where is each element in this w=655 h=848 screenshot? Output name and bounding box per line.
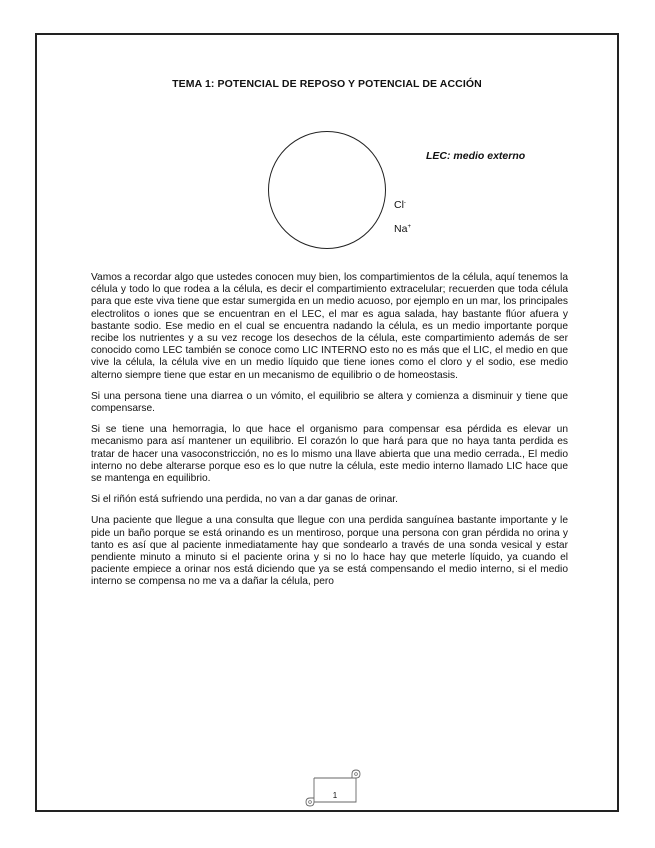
ion-symbol: Cl [394,199,404,211]
ion-symbol: Na [394,223,408,235]
chloride-ion-label [394,199,406,211]
lec-label: LEC: medio externo [426,150,526,162]
ion-charge: - [403,200,406,206]
cell-circle [268,131,386,249]
body-text [91,272,568,598]
scroll-ornament-icon [304,768,366,808]
sodium-ion-label [394,223,411,235]
paragraph: Si una persona tiene una diarrea o un vómito, el equilibrio se altera y comienza a disminuir y tiene que compensarse. [91,390,568,415]
paragraph: Si el riñón está sufriendo una perdida, no van a dar ganas de orinar. [91,494,398,506]
document-title: TEMA 1: POTENCIAL DE REPOSO Y POTENCIAL DE ACCIÓN [172,78,482,90]
paragraph: Una paciente que llegue a una consulta que llegue con una perdida sanguínea bastante importante y le pide un baño porque se está orinando es un mentiroso, porque una persona con gran pérdida no orina y tanto es así que al paciente inmediatamente hay que sondearlo a través de una sonda vesical y estar pendiente minuto a minuto si el paciente orina y si no lo hace hay que meterle líquido, ya cuando el paciente empiece a orinar nos está diciendo que ya se está compensando el medio interno, si el medio interno se compensa no me va a dañar la célula, pero [91,515,568,588]
page-number-scroll [304,768,366,808]
page-number: 1 [332,791,338,800]
cell-diagram [255,128,555,248]
paragraph: Si se tiene una hemorragia, lo que hace el organismo para compensar esa pérdida es elevar un mecanismo para así mantener un equilibrio. El corazón lo que hará para que no haya tanta perdida es tratar de hacer una vasoconstricción, no es lo mismo una llave abierta que una medio cerrada., El medio interno no debe alterarse porque eso es lo que nutre la célula, este medio interno llamado LIC hace que se mantenga en equilibrio. [91,424,568,485]
paragraph: Vamos a recordar algo que ustedes conocen muy bien, los compartimientos de la célula, aquí tenemos la célula y todo lo que rodea a la célula, es decir el compartimiento extracelular; recuerden que toda célula para que este viva tiene que estar sumergida en un medio acuoso, por ejemplo en un mar, los principales electrolitos o iones que se encuentran en el LEC, el mar es agua salada, hay bastante flúor afuera y bastante sodio. Ese medio en el cual se encuentra nadando la célula, es un medio importante porque recibe los nutrientes y a su vez recoge los desechos de la célula, este compartimiento además de ser conocido como LEC también se conoce como LIC INTERNO esto no es más que el LIC, el medio en que vive la célula, la célula vive en un medio líquido que tiene iones como el cloro y el sodio, ese medio alterno siempre tiene que estar en un mecanismo de equilibrio o de homeostasis. [91,272,568,381]
ion-charge: + [407,224,411,230]
